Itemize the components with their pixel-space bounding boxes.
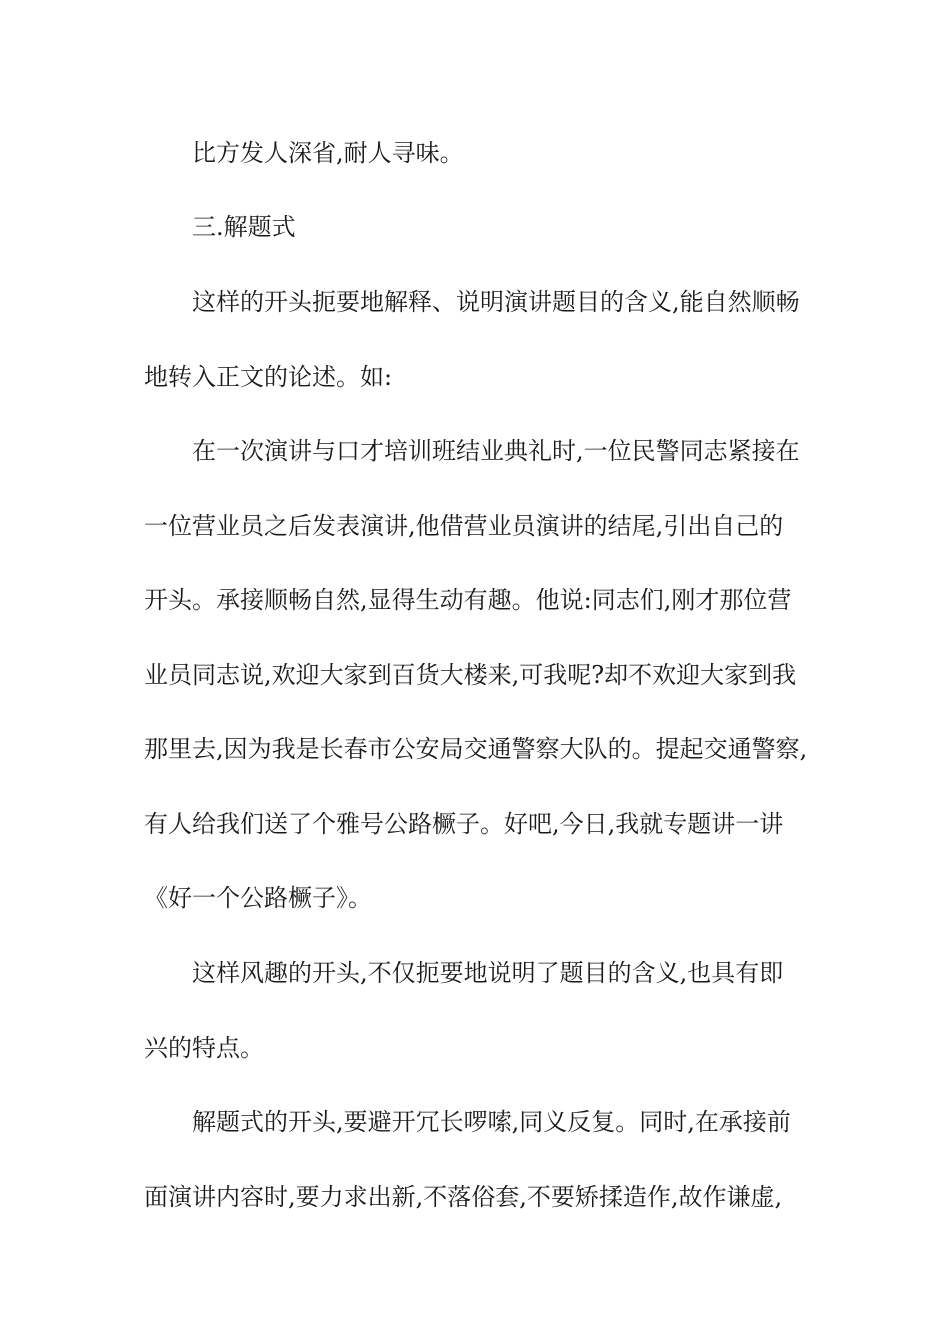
paragraph-line: 这样的开头扼要地解释、说明演讲题目的含义,能自然顺畅 xyxy=(192,288,800,316)
paragraph-line: 在一次演讲与口才培训班结业典礼时,一位民警同志紧接在 xyxy=(192,437,800,465)
paragraph-line: 那里去,因为我是长春市公安局交通警察大队的。提起交通警察, xyxy=(144,735,808,763)
paragraph-line: 《好一个公路橛子》。 xyxy=(144,884,372,912)
paragraph-line: 地转入正文的论述。如: xyxy=(144,363,393,391)
paragraph-line: 比方发人深省,耐人寻味。 xyxy=(192,139,464,167)
paragraph-line: 开头。承接顺畅自然,显得生动有趣。他说:同志们,刚才那位营 xyxy=(144,586,792,614)
paragraph-line: 一位营业员之后发表演讲,他借营业员演讲的结尾,引出自己的 xyxy=(144,512,784,540)
paragraph-line: 面演讲内容时,要力求出新,不落俗套,不要矫揉造作,故作谦虚, xyxy=(144,1183,783,1211)
paragraph-line: 有人给我们送了个雅号公路橛子。好吧,今日,我就专题讲一讲 xyxy=(144,810,784,838)
paragraph-line: 解题式的开头,要避开冗长啰嗦,同义反复。同时,在承接前 xyxy=(192,1108,791,1136)
section-heading: 三.解题式 xyxy=(192,213,296,241)
paragraph-line: 这样风趣的开头,不仅扼要地说明了题目的含义,也具有即 xyxy=(192,959,784,987)
paragraph-line: 兴的特点。 xyxy=(144,1034,264,1062)
paragraph-line: 业员同志说,欢迎大家到百货大楼来,可我呢?却不欢迎大家到我 xyxy=(144,661,797,689)
